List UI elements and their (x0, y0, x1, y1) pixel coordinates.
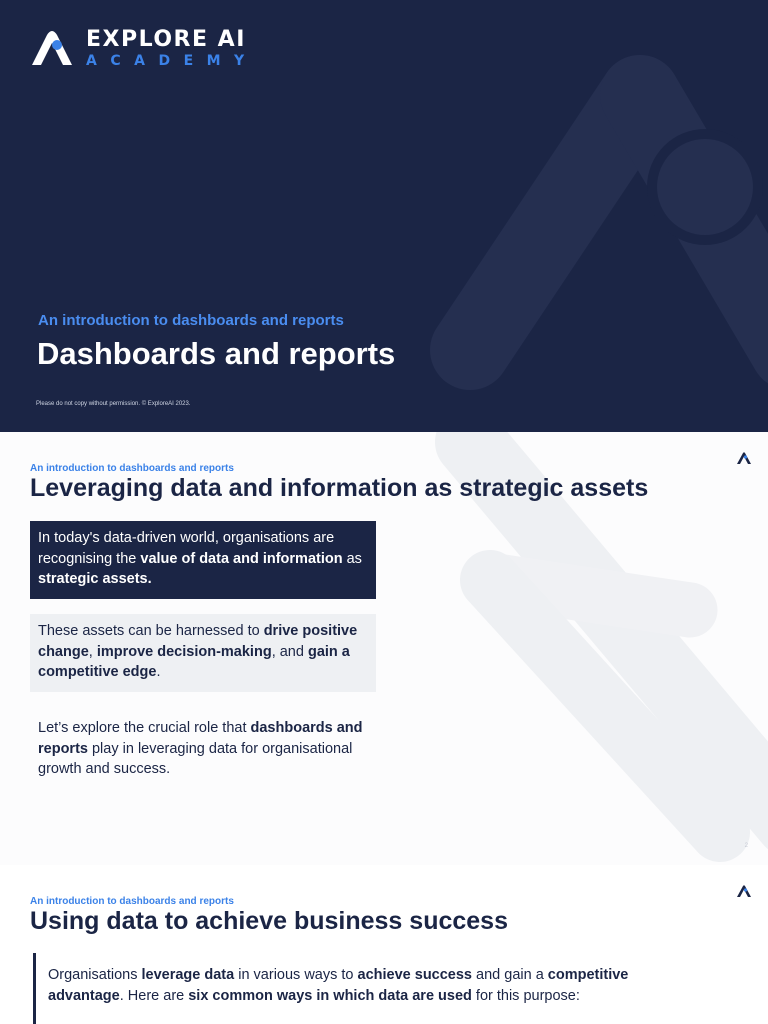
cover-subtitle: An introduction to dashboards and reports (38, 312, 344, 329)
callout-text: Let’s explore the crucial role that (38, 720, 251, 736)
paragraph-text: Organisations (48, 967, 142, 983)
intro-paragraph (48, 965, 708, 1006)
page-number: 2 (744, 843, 748, 849)
callout-dark (30, 521, 376, 599)
strategic-assets-slide (0, 432, 768, 865)
paragraph-emphasis: six common ways in which data are used (188, 987, 472, 1004)
callout-emphasis: dashboards and reports (38, 720, 363, 757)
slide-title: Leveraging data and information as strategic assets (30, 474, 649, 502)
brand-logo (30, 29, 258, 68)
callout-emphasis: drive positive change (38, 623, 358, 660)
business-success-slide (0, 865, 768, 1024)
logo-subname: ACADEMY (86, 53, 258, 69)
callout-emphasis: gain a competitive edge (38, 643, 350, 680)
callout-plain (30, 711, 376, 781)
callout-text: In today's data-driven world, organisations are recognising the (38, 530, 335, 567)
paragraph-text: and gain a (472, 967, 548, 983)
paragraph-emphasis: achieve success (357, 967, 472, 983)
slide-kicker: An introduction to dashboards and reports (30, 463, 234, 474)
logo-mark-icon (737, 452, 751, 464)
callout-emphasis: value of data and information (140, 550, 343, 567)
paragraph-text: . Here are (119, 987, 189, 1004)
cover-slide (0, 0, 768, 432)
paragraph-text: in various ways to (234, 967, 358, 983)
logo-mark-icon (30, 29, 74, 67)
callout-emphasis: strategic assets. (38, 571, 152, 587)
callout-light (30, 614, 376, 692)
paragraph-emphasis: competitive advantage (48, 967, 629, 1004)
callout-emphasis: improve decision-making (96, 643, 272, 660)
paragraph-text: for this purpose: (471, 987, 580, 1004)
paragraph-emphasis: leverage data (141, 967, 235, 983)
logo-mark-icon (737, 885, 751, 897)
callout-text: These assets can be harnessed to (38, 623, 264, 639)
quote-bar (33, 953, 36, 1024)
logo-name: EXPLORE AI (86, 27, 246, 52)
cover-title: Dashboards and reports (37, 336, 396, 371)
callout-text: play in leveraging data for organisational growth and success. (38, 740, 353, 777)
callout-text: . (156, 664, 161, 680)
slide-kicker: An introduction to dashboards and reports (30, 896, 234, 907)
slide-title: Using data to achieve business success (30, 907, 508, 935)
callout-text: as (342, 550, 362, 567)
callout-text: , (88, 643, 97, 660)
callout-text: , and (271, 643, 308, 660)
copyright-notice: Please do not copy without permission. © ExploreAI 2023. (36, 401, 191, 407)
